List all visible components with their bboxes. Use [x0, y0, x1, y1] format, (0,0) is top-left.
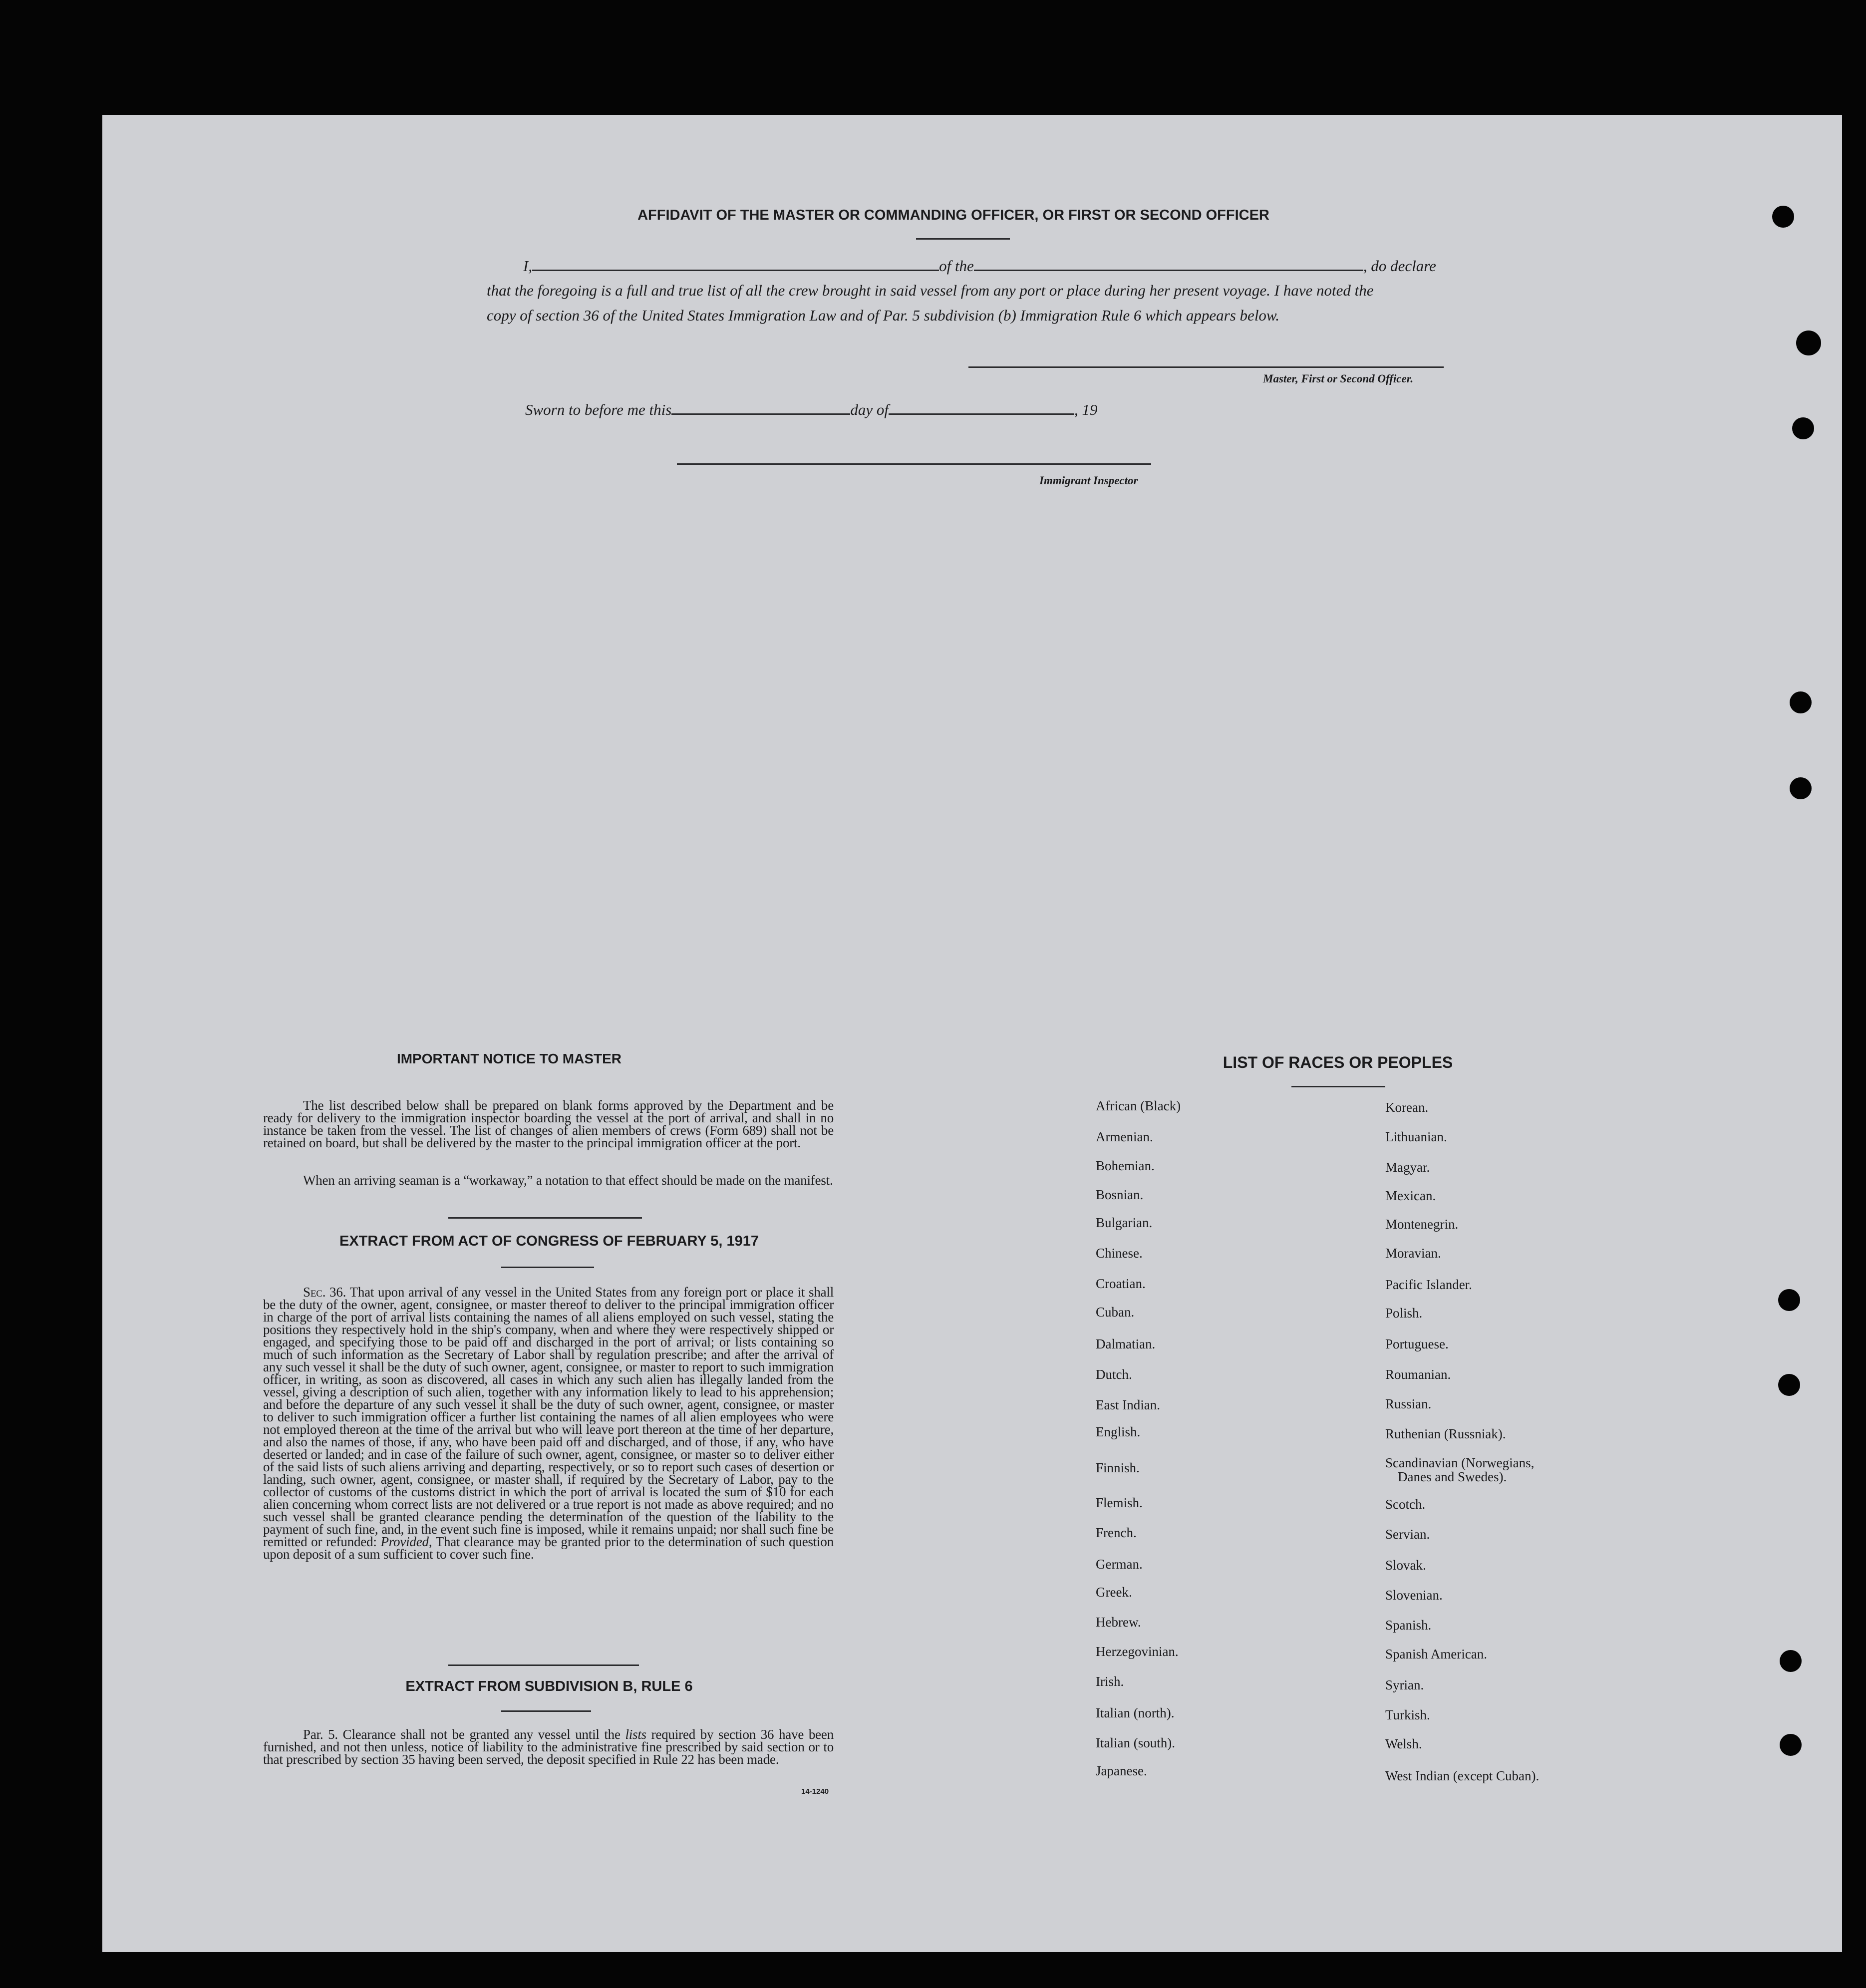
notice-title: IMPORTANT NOTICE TO MASTER — [396, 1051, 622, 1066]
section-body-end: That clearance may be granted prior to the determination of such question upon deposit of a sum sufficient to cover such fine. — [263, 1534, 834, 1562]
master-signature-line[interactable] — [968, 366, 1444, 368]
race-item: Ruthenian (Russniak). — [1385, 1426, 1506, 1441]
inspector-signature-line[interactable] — [677, 463, 1151, 465]
form-sheet — [102, 115, 1842, 1952]
race-item: Bosnian. — [1096, 1187, 1144, 1202]
race-item: Mexican. — [1385, 1188, 1436, 1203]
race-item: Croatian. — [1096, 1276, 1146, 1291]
race-item: Italian (north). — [1096, 1705, 1175, 1720]
race-item: Spanish. — [1385, 1618, 1432, 1633]
race-item: Finnish. — [1096, 1460, 1140, 1475]
race-item: Irish. — [1096, 1674, 1124, 1689]
affidavit-title: AFFIDAVIT OF THE MASTER OR COMMANDING OFFICER, OR FIRST OR SECOND OFFICER — [637, 207, 1269, 223]
race-item: Bohemian. — [1096, 1158, 1155, 1173]
notice-paragraph-2: When an arriving seaman is a “workaway,” a notation to that effect should be made on the manifest. — [303, 1173, 833, 1188]
notice-paragraph-1: The list described below shall be prepared on blank forms approved by the Department and be ready for delivery to the immigration inspector boarding the vessel at the port of arrival, and shall in no instance be taken from the vessel. The list of changes of alien members of crews (Form 689) shall not be retained on board, but shall be delivered by the master to the principal immigration officer at the port. — [263, 1098, 834, 1150]
sworn-line — [525, 400, 1097, 419]
race-item: Moravian. — [1385, 1246, 1441, 1261]
binder-hole — [1778, 1374, 1800, 1396]
race-item: Portuguese. — [1385, 1336, 1449, 1351]
rule-text-start: Par. 5. Clearance shall not be granted any vessel until the — [303, 1727, 621, 1742]
provided-word: Provided, — [380, 1534, 432, 1549]
race-item: Greek. — [1096, 1585, 1132, 1600]
year-label: , 19 — [1074, 401, 1098, 418]
race-item: Dalmatian. — [1096, 1336, 1156, 1351]
declaration-line-3: copy of section 36 of the United States Immigration Law and of Par. 5 subdivision (b) Immigration Rule 6 which appears below. — [487, 307, 1280, 324]
race-item: French. — [1096, 1525, 1137, 1540]
race-item: Scandinavian (Norwegians, — [1385, 1455, 1535, 1470]
binder-hole — [1790, 777, 1812, 799]
race-item: Servian. — [1385, 1527, 1430, 1542]
race-item: East Indian. — [1096, 1397, 1160, 1412]
race-item: Lithuanian. — [1385, 1129, 1447, 1144]
do-declare-label: , do declare — [1363, 257, 1436, 275]
vessel-name-blank[interactable] — [974, 257, 1363, 271]
race-item: Scotch. — [1385, 1497, 1426, 1512]
races-divider — [1291, 1086, 1385, 1087]
day-of-label: day of — [850, 401, 889, 418]
races-title: LIST OF RACES OR PEOPLES — [1223, 1053, 1453, 1071]
race-item-continuation: Danes and Swedes). — [1398, 1469, 1507, 1484]
month-blank[interactable] — [889, 400, 1074, 415]
race-item: Italian (south). — [1096, 1735, 1175, 1750]
section-label: Sec. 36. — [303, 1285, 346, 1300]
race-item: Flemish. — [1096, 1495, 1143, 1510]
rule-title-divider — [501, 1710, 591, 1712]
race-item: Roumanian. — [1385, 1367, 1451, 1382]
race-item: English. — [1096, 1424, 1141, 1439]
race-item: Dutch. — [1096, 1367, 1132, 1382]
sworn-label: Sworn to before me this — [525, 401, 672, 418]
race-item: Slovenian. — [1385, 1588, 1443, 1603]
race-item: Pacific Islander. — [1385, 1277, 1472, 1292]
race-item: Syrian. — [1385, 1677, 1424, 1692]
act-divider — [448, 1664, 639, 1666]
declaration-line-1 — [523, 257, 1436, 275]
act-section-36 — [263, 1286, 834, 1561]
binder-hole — [1792, 417, 1814, 439]
act-title-divider — [501, 1267, 594, 1268]
race-item: West Indian (except Cuban). — [1385, 1768, 1540, 1783]
race-item: Chinese. — [1096, 1246, 1143, 1261]
binder-hole — [1796, 331, 1821, 355]
master-signature-label: Master, First or Second Officer. — [1263, 372, 1414, 385]
race-item: Bulgarian. — [1096, 1215, 1153, 1230]
race-item: Montenegrin. — [1385, 1217, 1459, 1232]
section-body: That upon arrival of any vessel in the United States from any foreign port or place it shall be the duty of the owner, agent, consignee, or master thereof to deliver to the principal immigration officer in charge of the port of arrival lists containing the names of all aliens employed on such vessel, stating the positions they respectively hold in the ship's company, when and where they were respectively shipped or engaged, and specifying those to be paid off and discharged in the port of arrival; or lists containing so much of such information as the Secretary of Labor shall by regulation prescribe; and after the arrival of any such vessel it shall be the duty of such owner, agent, consignee, or master to report to such immigration officer, in writing, as soon as discovered, all cases in which any such alien has illegally landed from the vessel, giving a description of such alien, together with any information likely to lead to his apprehension; and before the departure of any such vessel it shall be the duty of such owner, agent, consignee, or master to deliver to such immigration officer a further list containing the names of all alien employees who were not employed thereon at the time of the arrival but who will leave port thereon at the time of her departure, and also the names of those, if any, who have been paid off and discharged, and of those, if any, who have deserted or landed; and in case of the failure of such owner, agent, consignee, or master so to deliver either of the said lists of such aliens arriving and departing, respectively, or so to report such cases of desertion or landing, such owner, agent, consignee, or master shall, if required by the Secretary of Labor, pay to the collector of customs of the customs district in which the port of arrival is located the sum of $10 for each alien concerning whom correct lists are not delivered or a true report is not made as above required; and no such vessel shall be granted clearance pending the determination of the question of the liability to the payment of such fine, and, in the event such fine is imposed, while it remains unpaid; nor shall such fine be remitted or refunded: — [263, 1285, 834, 1549]
act-extract-title: EXTRACT FROM ACT OF CONGRESS OF FEBRUARY 5, 1917 — [339, 1233, 759, 1249]
binder-hole — [1780, 1650, 1802, 1672]
race-item: German. — [1096, 1557, 1143, 1572]
race-item: Spanish American. — [1385, 1647, 1487, 1661]
title-divider — [916, 238, 1010, 240]
race-item: Armenian. — [1096, 1129, 1153, 1144]
notice-divider — [448, 1217, 642, 1219]
race-item: Herzegovinian. — [1096, 1644, 1179, 1659]
race-item: Japanese. — [1096, 1763, 1147, 1778]
binder-hole — [1780, 1734, 1802, 1756]
rule-paragraph — [263, 1728, 834, 1766]
race-item: Magyar. — [1385, 1160, 1430, 1175]
race-item: Cuban. — [1096, 1305, 1135, 1320]
race-item: Welsh. — [1385, 1736, 1422, 1751]
race-item: African (Black) — [1096, 1098, 1181, 1113]
race-item: Hebrew. — [1096, 1615, 1141, 1630]
of-the-label: of the — [939, 257, 974, 275]
race-item: Russian. — [1385, 1396, 1432, 1411]
race-item: Polish. — [1385, 1306, 1423, 1321]
day-blank[interactable] — [671, 400, 850, 415]
race-item: Slovak. — [1385, 1558, 1426, 1573]
rule-extract-title: EXTRACT FROM SUBDIVISION B, RULE 6 — [405, 1678, 693, 1694]
binder-hole — [1790, 691, 1812, 713]
inspector-signature-label: Immigrant Inspector — [1039, 474, 1138, 487]
race-item: Korean. — [1385, 1100, 1429, 1115]
binder-hole — [1778, 1289, 1800, 1311]
lists-word: lists — [625, 1727, 646, 1742]
binder-hole — [1772, 206, 1794, 228]
rule-text-rest: required by section 36 have been furnished, and not then unless, notice of liability to the administrative fine prescribed by said section or to that prescribed by section 35 having been served, the deposit specified in Rule 22 has been made. — [263, 1727, 834, 1767]
declaration-line-2: that the foregoing is a full and true list of all the crew brought in said vessel from any port or place during her present voyage. I have noted the — [487, 282, 1374, 299]
pronoun-i: I, — [523, 257, 533, 275]
race-item: Turkish. — [1385, 1707, 1430, 1722]
form-number: 14-1240 — [801, 1787, 829, 1796]
name-blank[interactable] — [532, 257, 939, 271]
